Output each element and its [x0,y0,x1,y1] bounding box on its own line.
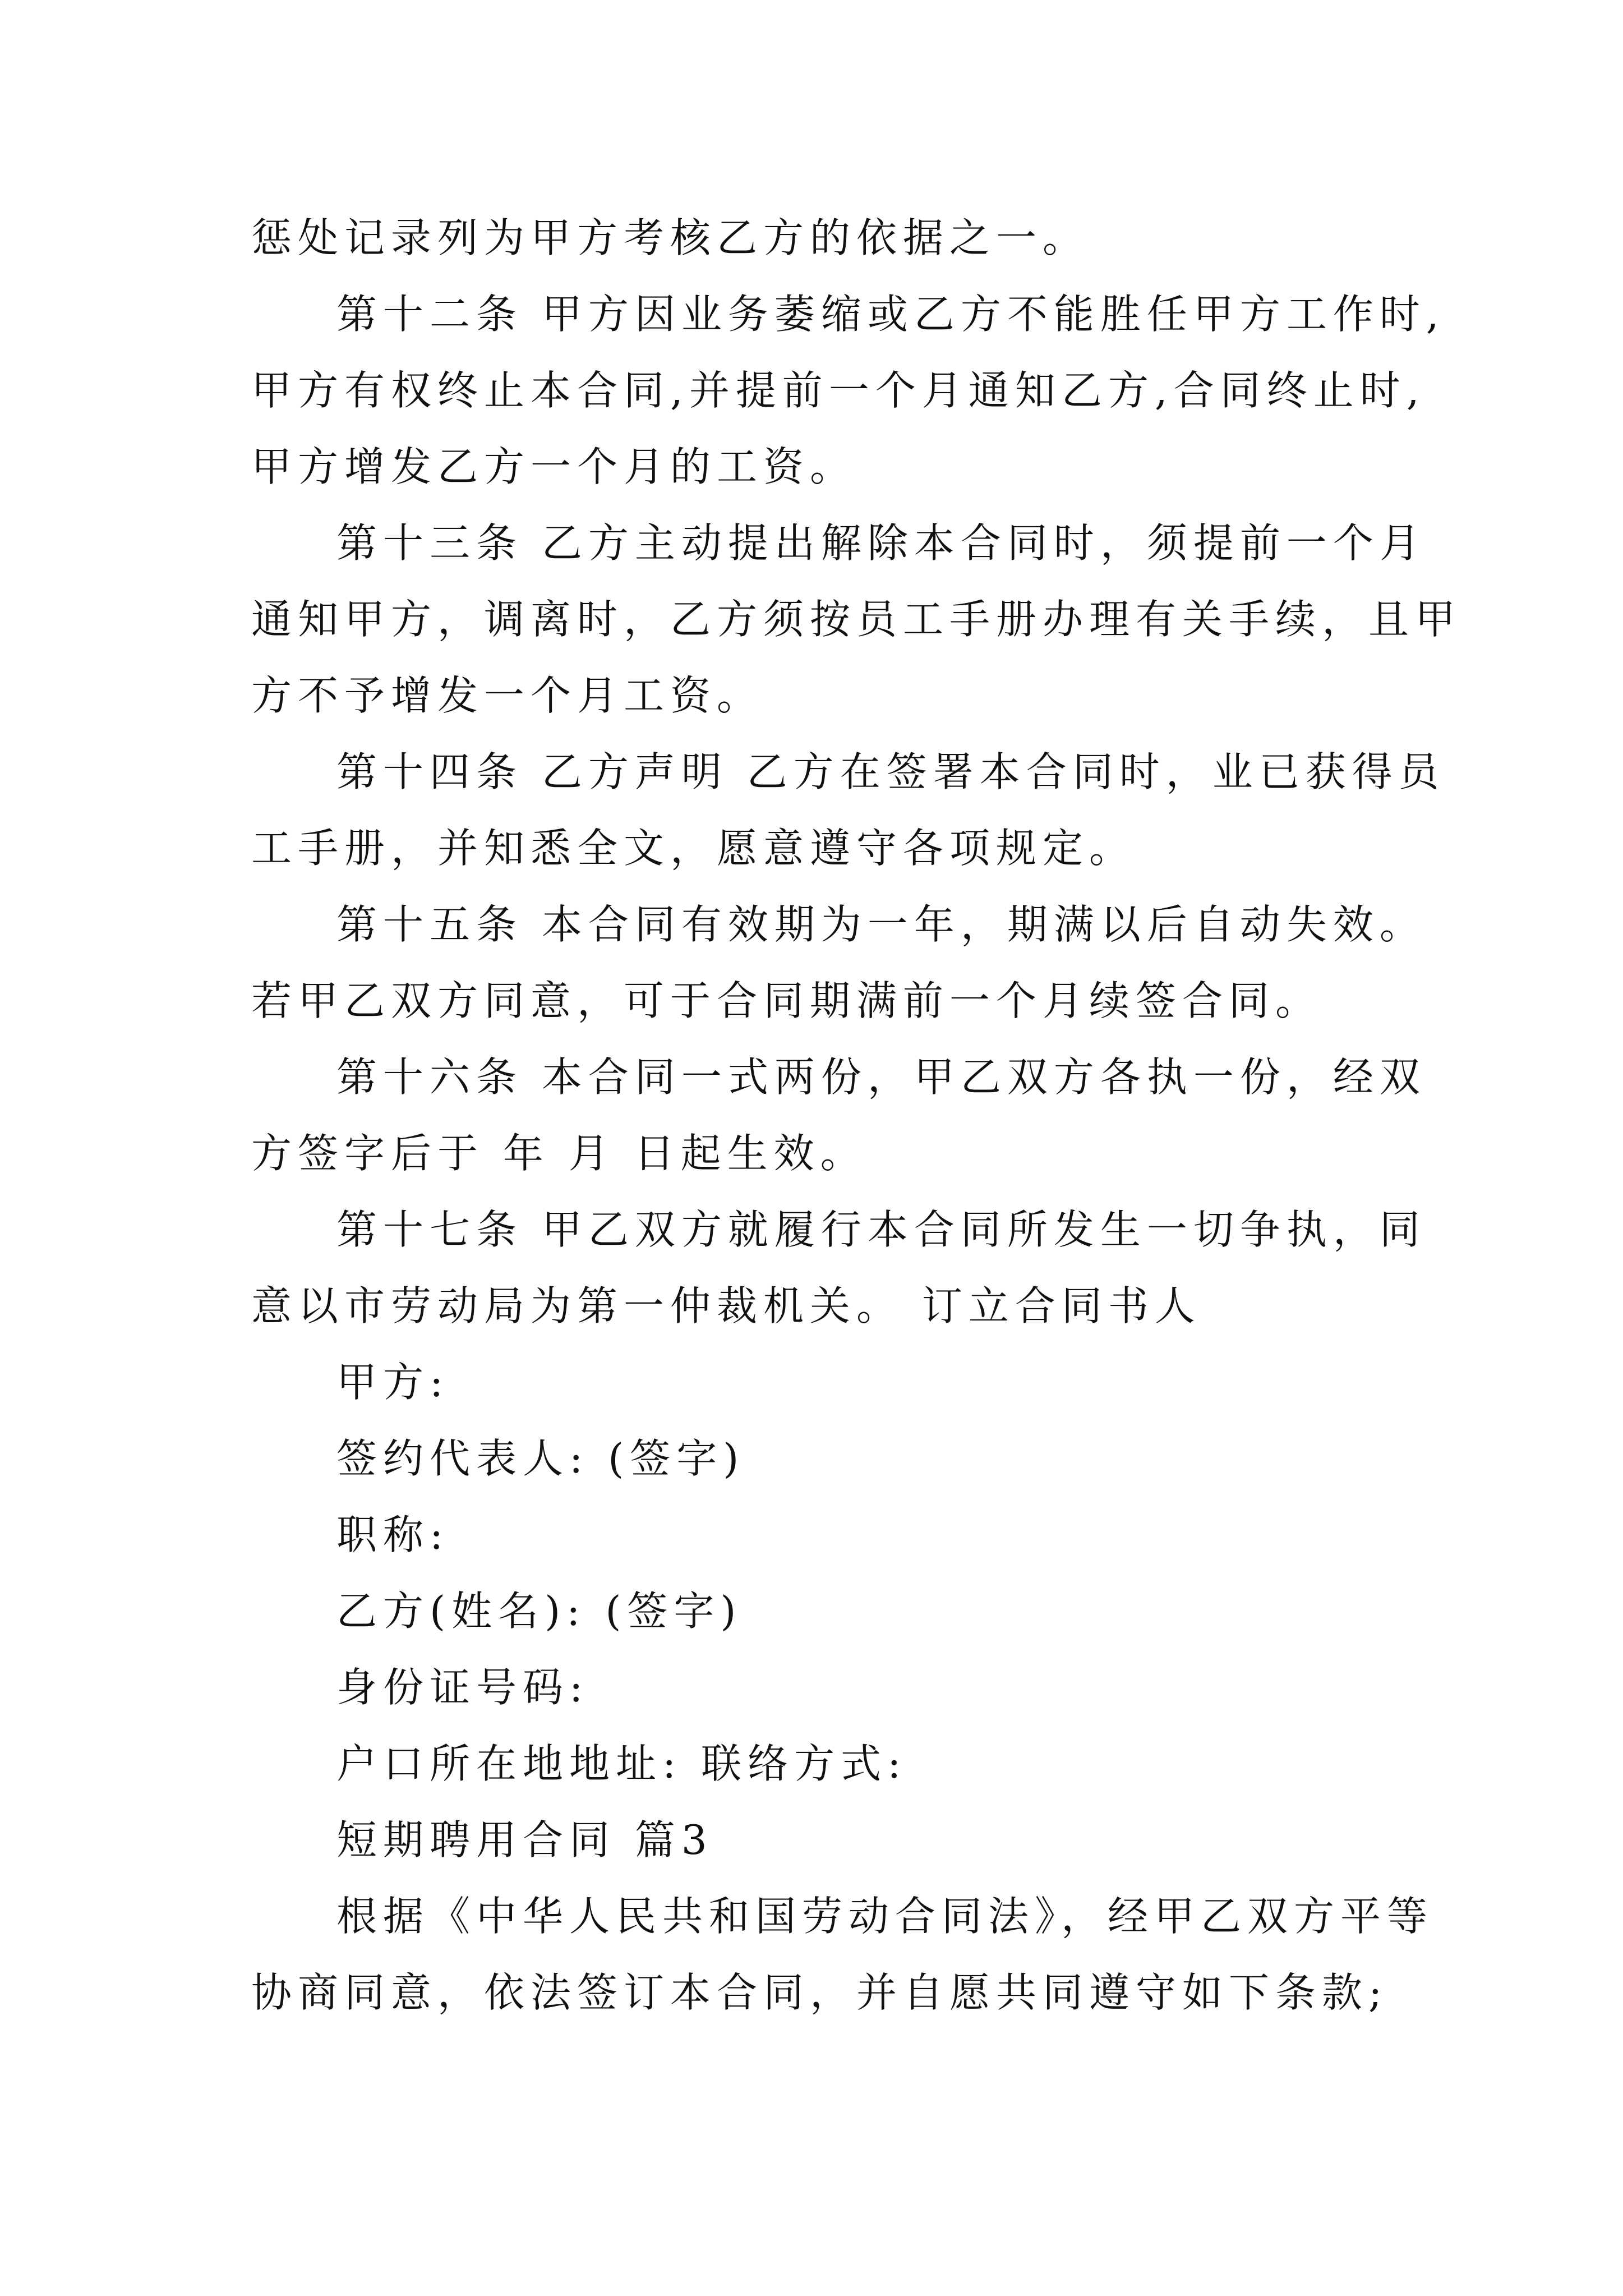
text-line-16: 甲方: [336,1359,450,1406]
text-line-6: 通知甲方，调离时，乙方须按员工手册办理有关手续，且甲 [251,596,1462,643]
text-line-13: 方签字后于 年 月 日起生效。 [251,1130,867,1177]
text-line-19: 乙方(姓名): (签字) [336,1588,743,1635]
text-line-8: 第十四条 乙方声明 乙方在签署本合同时，业已获得员 [336,748,1445,795]
text-line-5: 第十三条 乙方主动提出解除本合同时，须提前一个月 [336,519,1426,567]
text-line-24: 协商同意，依法签订本合同，并自愿共同遵守如下条款; [251,1969,1389,2016]
text-line-23: 根据《中华人民共和国劳动合同法》，经甲乙双方平等 [336,1893,1434,1940]
text-line-21: 户口所在地地址: 联络方式: [336,1740,907,1787]
section-heading: 短期聘用合同 篇3 [336,1816,713,1864]
text-line-18: 职称: [336,1511,450,1558]
text-line-4: 甲方增发乙方一个月的工资。 [251,443,857,490]
text-line-7: 方不予增发一个月工资。 [251,672,764,719]
text-line-20: 身份证号码: [336,1664,589,1711]
text-line-9: 工手册，并知悉全文，愿意遵守各项规定。 [251,825,1136,872]
text-line-17: 签约代表人: (签字) [336,1435,745,1482]
text-line-1: 惩处记录列为甲方考核乙方的依据之一。 [251,214,1090,261]
text-line-10: 第十五条 本合同有效期为一年，期满以后自动失效。 [336,901,1426,948]
text-line-15: 意以市劳动局为第一仲裁机关。 订立合同书人 [251,1282,1201,1329]
text-line-12: 第十六条 本合同一式两份，甲乙双方各执一份，经双 [336,1053,1426,1101]
text-line-14: 第十七条 甲乙双方就履行本合同所发生一切争执，同 [336,1206,1426,1253]
text-line-11: 若甲乙双方同意，可于合同期满前一个月续签合同。 [251,977,1322,1024]
text-line-2: 第十二条 甲方因业务萎缩或乙方不能胜任甲方工作时, [336,291,1445,338]
text-line-3: 甲方有权终止本合同,并提前一个月通知乙方,合同终止时, [251,367,1426,414]
